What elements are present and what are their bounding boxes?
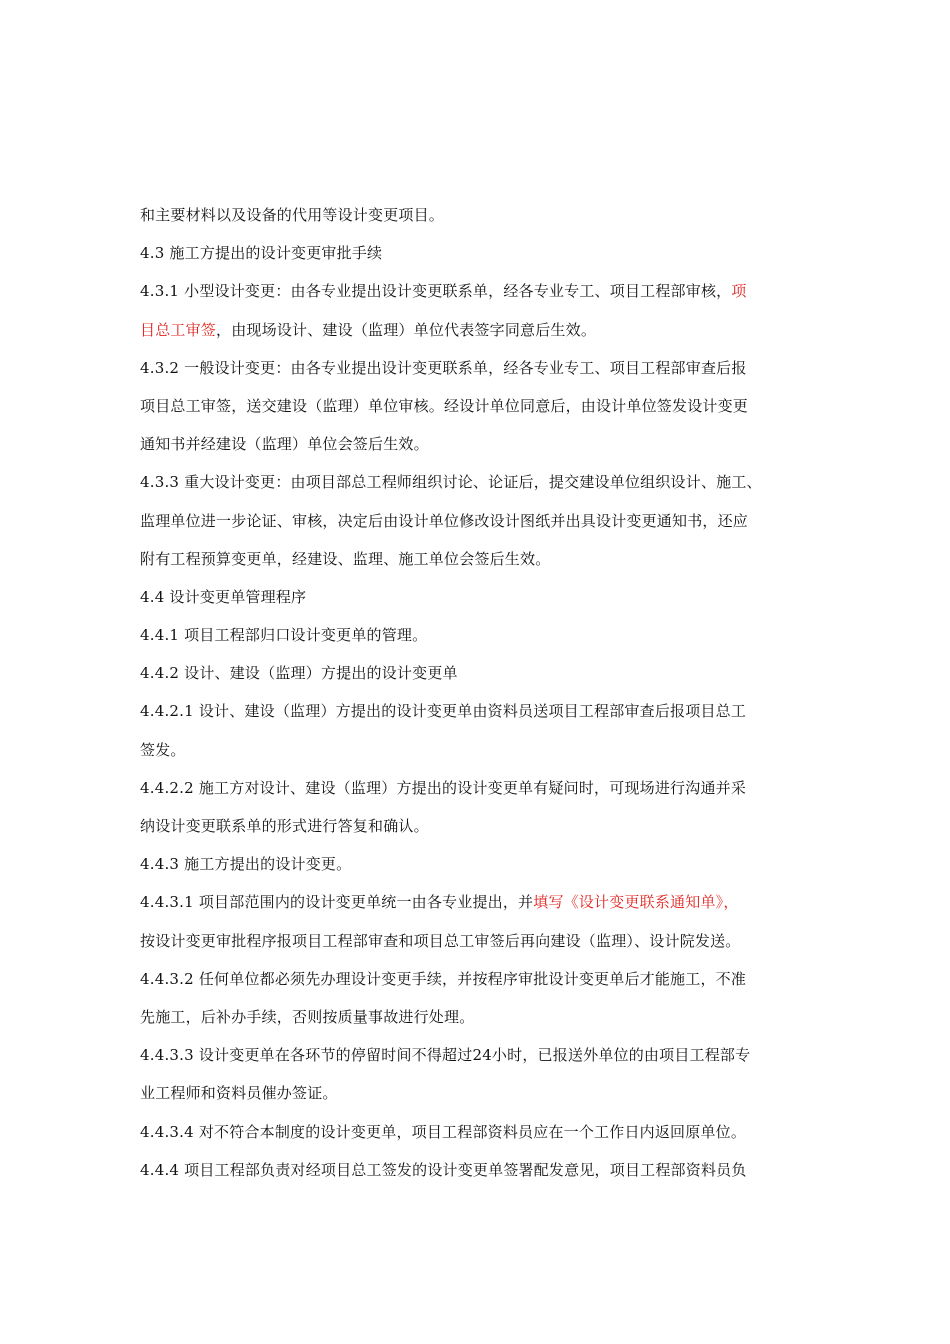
text-line-4-3-3-cont-2 (140, 540, 820, 578)
text-run: 4.4.3.4 对不符合本制度的设计变更单，项目工程部资料员应在一个工作日内返回原单位。 (140, 1122, 747, 1141)
text-line-4-3-2 (140, 349, 820, 387)
text-run: 通知书并经建设（监理）单位会签后生效。 (140, 435, 429, 454)
text-run: 4.3.1 小型设计变更：由各专业提出设计变更联系单，经各专业专工、项目工程部审核， (140, 282, 732, 301)
text-line-4-4-3-4 (140, 1113, 820, 1151)
text-line-4-4-3-3 (140, 1036, 820, 1074)
section-heading-4-4 (140, 578, 820, 616)
text-run: 4.3.3 重大设计变更：由项目部总工程师组织讨论、论证后，提交建设单位组织设计、施工、 (140, 473, 762, 492)
text-run: ，由现场设计、建设（监理）单位代表签字同意后生效。 (216, 320, 597, 339)
text-run: 4.4.2 设计、建设（监理）方提出的设计变更单 (140, 664, 458, 683)
text-line-4-3-2-cont-1 (140, 387, 820, 425)
text-line-4-4-4 (140, 1151, 820, 1189)
text-line-1 (140, 196, 820, 234)
text-line-4-3-2-cont-2 (140, 425, 820, 463)
text-run: 纳设计变更联系单的形式进行答复和确认。 (140, 817, 429, 835)
text-line-4-4-3 (140, 845, 820, 883)
text-line-4-4-3-2-cont (140, 998, 820, 1036)
text-run: 4.4 设计变更单管理程序 (140, 587, 307, 606)
document-body (140, 196, 820, 1189)
text-run: 4.3.2 一般设计变更：由各专业提出设计变更联系单，经各专业专工、项目工程部审查后报 (140, 358, 747, 377)
text-run: 业工程师和资料员催办签证。 (140, 1084, 338, 1103)
text-line-4-4-3-3-cont (140, 1074, 820, 1112)
text-line-4-4-1 (140, 616, 820, 654)
text-run: 4.4.3 施工方提出的设计变更。 (140, 855, 352, 874)
text-run: 4.4.1 项目工程部归口设计变更单的管理。 (140, 626, 428, 645)
text-line-4-3-1-cont (140, 311, 820, 349)
text-line-4-4-2-1-cont (140, 731, 820, 769)
text-line-4-3-1 (140, 272, 820, 310)
text-line-4-4-2-1 (140, 692, 820, 730)
text-run: 签发。 (140, 740, 186, 759)
text-run: 项目总工审签，送交建设（监理）单位审核。经设计单位同意后，由设计单位签发设计变更 (140, 396, 749, 415)
text-run: 监理单位进一步论证、审核，决定后由设计单位修改设计图纸并出具设计变更通知书，还应 (140, 511, 749, 530)
text-run: 4.4.4 项目工程部负责对经项目总工签发的设计变更单签署配发意见，项目工程部资料员负 (140, 1160, 747, 1179)
text-line-4-3-3 (140, 463, 820, 501)
text-run: 4.3 施工方提出的设计变更审批手续 (140, 244, 383, 263)
section-heading-4-3 (140, 234, 820, 272)
text-run: 4.4.3.1 项目部范围内的设计变更单统一由各专业提出，并 (140, 893, 534, 912)
highlight-run: 项 (731, 282, 747, 301)
text-line-4-4-2-2 (140, 769, 820, 807)
text-line-4-4-3-1 (140, 883, 820, 921)
text-run: 4.4.2.1 设计、建设（监理）方提出的设计变更单由资料员送项目工程部审查后报项目总工 (140, 702, 747, 721)
text-run: 4.4.3.3 设计变更单在各环节的停留时间不得超过24小时，已报送外单位的由项目工程部专 (140, 1046, 751, 1065)
text-run: 先施工，后补办手续，否则按质量事故进行处理。 (140, 1007, 475, 1026)
text-run: 4.4.3.2 任何单位都必须先办理设计变更手续，并按程序审批设计变更单后才能施工，不准 (140, 969, 747, 988)
text-run: 按设计变更审批程序报项目工程部审查和项目总工审签后再向建设（监理）、设计院发送。 (140, 931, 741, 950)
highlight-run: 目总工审签 (140, 320, 217, 339)
text-run: 4.4.2.2 施工方对设计、建设（监理）方提出的设计变更单有疑问时，可现场进行沟通并采 (140, 778, 747, 797)
text-run: 和主要材料以及设备的代用等设计变更项目。 (140, 206, 445, 224)
text-line-4-4-2 (140, 654, 820, 692)
text-line-4-4-3-1-cont (140, 922, 820, 960)
text-run: 附有工程预算变更单，经建设、监理、施工单位会签后生效。 (140, 549, 551, 568)
text-line-4-4-3-2 (140, 960, 820, 998)
text-line-4-4-2-2-cont (140, 807, 820, 845)
text-line-4-3-3-cont-1 (140, 502, 820, 540)
highlight-run: 填写《设计变更联系通知单》， (533, 893, 739, 912)
